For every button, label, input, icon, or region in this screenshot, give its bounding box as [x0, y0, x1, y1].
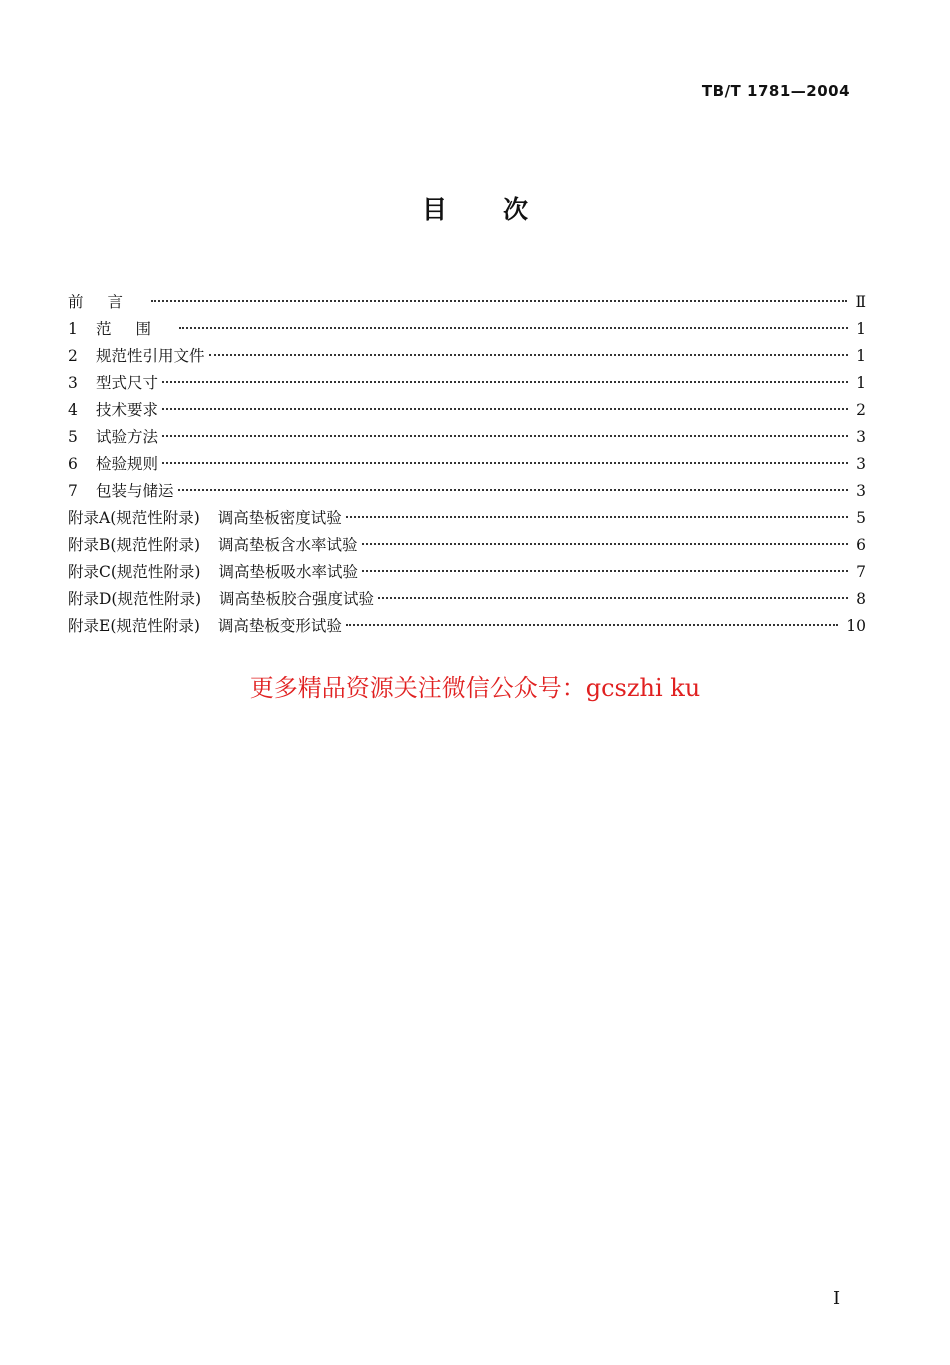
toc-entry-number: 6	[68, 455, 78, 473]
toc-entry-page: 6	[856, 536, 866, 554]
toc-entry-title: 调高垫板胶合强度试验	[219, 590, 375, 608]
toc-entry-page: 10	[846, 617, 866, 635]
toc-entry-page: 8	[856, 590, 866, 608]
toc-entry-label: 前言	[68, 293, 148, 311]
toc-entry-title: 调高垫板密度试验	[217, 509, 342, 527]
toc-entry-label: 包装与储运	[96, 482, 174, 500]
toc-entry-title: 调高垫板吸水率试验	[218, 563, 358, 581]
toc-entry-type-dimensions[interactable]	[68, 370, 866, 397]
toc-entry-title: 调高垫板含水率试验	[218, 536, 358, 554]
dot-leader	[178, 489, 848, 491]
toc-entry-appendix-b[interactable]	[68, 532, 866, 559]
toc-entry-label: 附录A(规范性附录)	[68, 509, 200, 527]
toc-entry-page: 2	[856, 401, 866, 419]
toc-entry-label: 规范性引用文件	[96, 347, 205, 365]
toc-entry-label: 附录E(规范性附录)	[68, 617, 200, 635]
dot-leader	[162, 462, 848, 464]
toc-entry-scope[interactable]	[68, 316, 866, 343]
toc-entry-label: 试验方法	[96, 428, 159, 446]
toc-entry-number: 5	[68, 428, 78, 446]
toc-entry-label: 范围	[96, 320, 176, 338]
dot-leader	[209, 354, 848, 356]
dot-leader	[362, 543, 848, 545]
toc-entry-page: 1	[856, 347, 866, 365]
promo-text: 更多精品资源关注微信公众号：gcszhi ku	[249, 674, 701, 702]
dot-leader	[151, 300, 847, 302]
toc-entry-label: 检验规则	[96, 455, 159, 473]
toc-entry-page: 3	[856, 455, 866, 473]
toc-entry-test-methods[interactable]	[68, 424, 866, 451]
toc-entry-page: 1	[856, 374, 866, 392]
dot-leader	[346, 624, 838, 626]
toc-entry-appendix-e[interactable]	[68, 613, 866, 640]
standard-code: TB/T 1781—2004	[701, 82, 850, 100]
toc-entry-foreword[interactable]	[68, 289, 866, 316]
toc-entry-page: Ⅱ	[855, 293, 866, 311]
dot-leader	[162, 435, 848, 437]
dot-leader	[162, 381, 848, 383]
dot-leader	[162, 408, 848, 410]
toc-entry-number: 4	[68, 401, 78, 419]
toc-entry-label: 技术要求	[96, 401, 159, 419]
toc-entry-title: 调高垫板变形试验	[217, 617, 342, 635]
toc-entry-page: 1	[856, 320, 866, 338]
dot-leader	[346, 516, 848, 518]
toc-entry-appendix-a[interactable]	[68, 505, 866, 532]
toc-entry-label: 附录B(规范性附录)	[68, 536, 200, 554]
toc-entry-technical-requirements[interactable]	[68, 397, 866, 424]
toc-entry-page: 5	[856, 509, 866, 527]
toc-entry-page: 7	[856, 563, 866, 581]
toc-entry-label: 附录D(规范性附录)	[68, 590, 202, 608]
page-number: I	[833, 1288, 841, 1309]
toc-entry-page: 3	[856, 428, 866, 446]
toc-entry-inspection-rules[interactable]	[68, 451, 866, 478]
dot-leader	[179, 327, 848, 329]
toc-entry-appendix-c[interactable]	[68, 559, 866, 586]
toc-entry-number: 7	[68, 482, 78, 500]
toc-entry-normative-references[interactable]	[68, 343, 866, 370]
toc-entry-page: 3	[856, 482, 866, 500]
toc-entry-number: 3	[68, 374, 78, 392]
toc-entry-number: 1	[68, 320, 78, 338]
toc-entry-appendix-d[interactable]	[68, 586, 866, 613]
toc-title: 目次	[421, 195, 584, 224]
dot-leader	[378, 597, 848, 599]
toc-entry-packaging-storage[interactable]	[68, 478, 866, 505]
toc-entry-label: 型式尺寸	[96, 374, 159, 392]
table-of-contents	[68, 289, 866, 640]
toc-entry-label: 附录C(规范性附录)	[68, 563, 201, 581]
dot-leader	[362, 570, 848, 572]
toc-entry-number: 2	[68, 347, 78, 365]
